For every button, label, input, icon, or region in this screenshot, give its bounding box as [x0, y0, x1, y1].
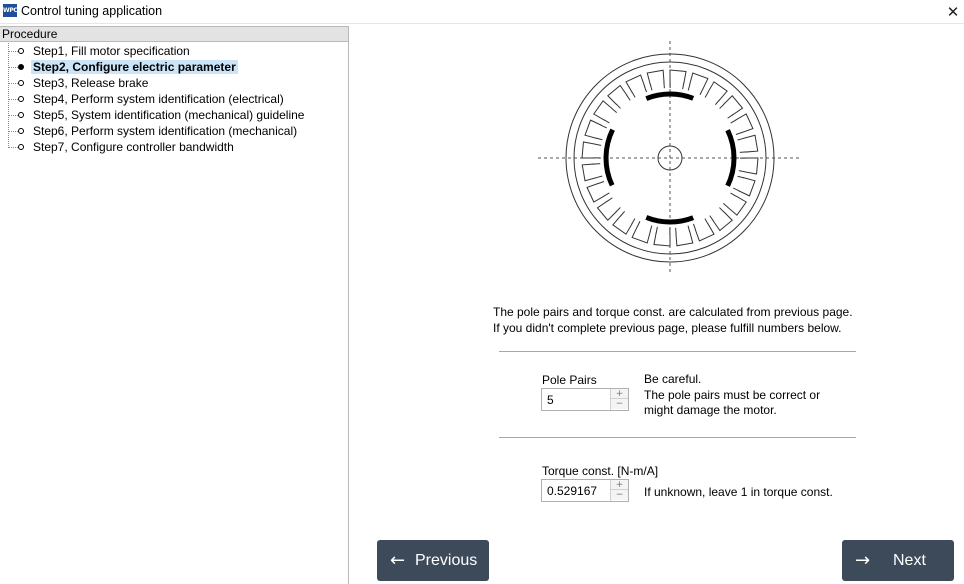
- warning-line-1: Be careful.: [644, 372, 702, 386]
- description: [493, 305, 853, 336]
- torque-const-hint: If unknown, leave 1 in torque const.: [644, 485, 833, 499]
- pole-pairs-value[interactable]: 5: [547, 393, 554, 407]
- step-label: Step4, Perform system identification (electrical): [33, 92, 284, 106]
- divider: [499, 351, 856, 352]
- arrow-right-icon: →: [855, 550, 871, 571]
- procedure-step-3[interactable]: [8, 75, 338, 91]
- step-label: Step3, Release brake: [33, 76, 149, 90]
- close-icon[interactable]: ✕: [946, 3, 960, 21]
- step-current-icon: [18, 64, 24, 70]
- stator-slot: [654, 227, 670, 246]
- pole-pairs-stepper[interactable]: [541, 388, 629, 411]
- stator-slot: [632, 221, 652, 243]
- stator-slot: [720, 96, 743, 118]
- procedure-panel: [0, 26, 349, 584]
- procedure-step-6[interactable]: [8, 123, 338, 139]
- stator-slot: [670, 70, 686, 89]
- procedure-step-7[interactable]: [8, 139, 338, 155]
- step-pending-icon: [18, 128, 24, 134]
- stator-slot: [710, 208, 732, 231]
- stator-slot: [597, 198, 620, 220]
- rotor-magnet: [646, 217, 693, 222]
- step-pending-icon: [18, 48, 24, 54]
- stator-slot: [582, 164, 602, 181]
- warning-line-2: The pole pairs must be correct or: [644, 387, 821, 402]
- stator-slot: [585, 120, 607, 140]
- previous-label: Previous: [415, 552, 478, 569]
- step-pending-icon: [18, 80, 24, 86]
- procedure-step-5[interactable]: [8, 107, 338, 123]
- warning-line-3: might damage the motor.: [644, 403, 777, 417]
- increment-button[interactable]: +: [611, 389, 628, 399]
- step-pending-icon: [18, 144, 24, 150]
- stator-slot: [608, 85, 630, 108]
- stator-slot: [705, 82, 727, 105]
- step-label: Step7, Configure controller bandwidth: [33, 140, 234, 154]
- pole-pairs-warning: [644, 372, 820, 419]
- torque-const-stepper[interactable]: [541, 479, 629, 502]
- stator-slot: [582, 142, 601, 158]
- stator-slot: [693, 219, 714, 241]
- step-pending-icon: [18, 96, 24, 102]
- stator-slot: [733, 176, 755, 196]
- stator-slot: [738, 135, 758, 152]
- stator-slot: [723, 193, 746, 215]
- stator-slot: [676, 226, 693, 246]
- stator-slot: [587, 181, 609, 202]
- step-label: Step2, Configure electric parameter: [33, 60, 236, 74]
- divider: [499, 437, 856, 438]
- procedure-step-2[interactable]: [8, 59, 338, 75]
- next-label: Next: [893, 552, 926, 569]
- procedure-step-1[interactable]: [8, 43, 338, 59]
- procedure-header: Procedure: [0, 26, 349, 42]
- pole-pairs-label: Pole Pairs: [542, 373, 597, 387]
- next-button[interactable]: [842, 540, 954, 581]
- step-label: Step5, System identification (mechanical) guideline: [33, 108, 305, 122]
- previous-button[interactable]: [377, 540, 489, 581]
- procedure-step-4[interactable]: [8, 91, 338, 107]
- increment-button[interactable]: +: [611, 480, 628, 490]
- step-pending-icon: [18, 112, 24, 118]
- step-label: Step1, Fill motor specification: [33, 44, 190, 58]
- description-line-2: If you didn't complete previous page, please fulfill numbers below.: [493, 320, 842, 335]
- step-content: [350, 26, 964, 584]
- decrement-button[interactable]: −: [611, 399, 628, 409]
- arrow-left-icon: ←: [390, 550, 406, 571]
- torque-const-value[interactable]: 0.529167: [547, 484, 598, 498]
- description-line-1: The pole pairs and torque const. are calculated from previous page.: [493, 305, 853, 319]
- step-label: Step6, Perform system identification (mechanical): [33, 124, 298, 138]
- app-logo-icon: WPC: [3, 4, 17, 17]
- decrement-button[interactable]: −: [611, 490, 628, 500]
- torque-const-label: Torque const. [N-m/A]: [542, 464, 659, 478]
- stator-slot: [626, 75, 647, 97]
- stator-slot: [594, 101, 617, 123]
- stator-slot: [731, 114, 753, 135]
- window-title: Control tuning application: [21, 4, 163, 18]
- stator-slot: [647, 70, 664, 90]
- stator-slot: [688, 73, 708, 95]
- stator-slot: [613, 211, 635, 234]
- motor-diagram: [534, 39, 806, 279]
- title-bar: [0, 0, 964, 24]
- stator-slot: [739, 158, 758, 174]
